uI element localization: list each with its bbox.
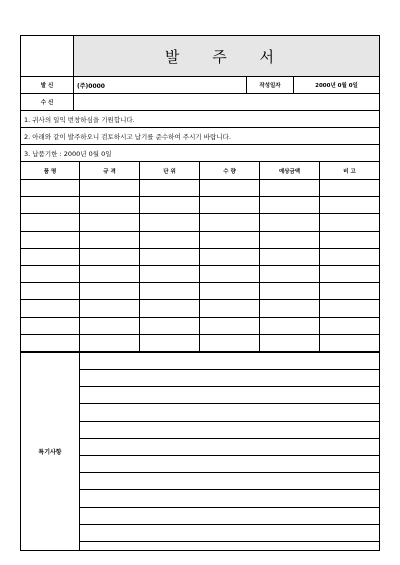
table-row [21,317,380,334]
table-row [21,180,380,197]
special-notes-field[interactable] [80,387,380,404]
header-remarks: 비 고 [320,162,380,180]
table-cell[interactable] [320,334,380,351]
table-cell[interactable] [21,300,80,317]
table-cell[interactable] [200,231,260,248]
table-row [21,214,380,231]
table-cell[interactable] [320,300,380,317]
table-cell[interactable] [200,197,260,214]
table-cell[interactable] [200,317,260,334]
special-notes-line [21,352,380,369]
table-cell[interactable] [260,317,320,334]
table-cell[interactable] [80,214,140,231]
table-cell[interactable] [200,248,260,265]
special-notes-field[interactable] [80,541,380,550]
table-cell[interactable] [80,317,140,334]
table-cell[interactable] [140,283,200,300]
items-table [20,162,380,352]
table-cell[interactable] [21,265,80,282]
special-notes-field[interactable] [80,507,380,524]
table-cell[interactable] [80,248,140,265]
table-cell[interactable] [80,300,140,317]
table-cell[interactable] [260,300,320,317]
table-cell[interactable] [320,248,380,265]
date-label: 작성일자 [247,77,294,94]
special-notes-field[interactable] [80,404,380,421]
header-estimated-amount: 예상금액 [260,162,320,180]
notice-line-1: 1. 귀사의 일익 번창하심을 기원합니다. [21,111,380,128]
table-cell[interactable] [21,283,80,300]
header-table [20,35,380,162]
document-title: 발 주 서 [74,36,380,77]
header-quantity: 수 량 [200,162,260,180]
table-cell[interactable] [80,231,140,248]
table-cell[interactable] [320,265,380,282]
table-cell[interactable] [320,283,380,300]
table-cell[interactable] [260,265,320,282]
items-header-row [21,162,380,180]
table-cell[interactable] [260,248,320,265]
table-cell[interactable] [260,283,320,300]
recipient-label: 수 신 [21,94,74,111]
table-cell[interactable] [200,334,260,351]
table-cell[interactable] [200,300,260,317]
table-row [21,231,380,248]
table-cell[interactable] [21,231,80,248]
table-cell[interactable] [21,180,80,197]
table-cell[interactable] [260,214,320,231]
table-cell[interactable] [320,180,380,197]
special-notes-label: 특기사항 [21,352,80,550]
special-notes-field[interactable] [80,370,380,387]
table-row [21,265,380,282]
special-notes-field[interactable] [80,456,380,473]
special-notes-field[interactable] [80,421,380,438]
header-item-name: 품 명 [21,162,80,180]
notice-line-2: 2. 아래와 같이 발주하오니 검토하시고 납기를 준수하여 주시기 바랍니다. [21,128,380,145]
special-notes-table [20,352,380,551]
table-row [21,248,380,265]
date-value[interactable]: 2000년 0월 0일 [294,77,380,94]
special-notes-field[interactable] [80,438,380,455]
table-cell[interactable] [21,334,80,351]
table-cell[interactable] [260,231,320,248]
header-unit: 단 위 [140,162,200,180]
table-cell[interactable] [140,197,200,214]
table-cell[interactable] [260,180,320,197]
special-notes-field[interactable] [80,352,380,369]
table-cell[interactable] [140,334,200,351]
recipient-value[interactable] [74,94,380,111]
table-cell[interactable] [80,334,140,351]
table-cell[interactable] [140,300,200,317]
table-cell[interactable] [320,214,380,231]
table-cell[interactable] [320,231,380,248]
table-cell[interactable] [140,231,200,248]
table-cell[interactable] [200,283,260,300]
table-row [21,300,380,317]
special-notes-field[interactable] [80,473,380,490]
logo-area [21,36,74,77]
table-cell[interactable] [200,214,260,231]
purchase-order-form [20,35,379,551]
table-cell[interactable] [140,248,200,265]
special-notes-field[interactable] [80,524,380,541]
sender-label: 발 신 [21,77,74,94]
table-row [21,283,380,300]
table-cell[interactable] [80,283,140,300]
table-cell[interactable] [21,214,80,231]
delivery-deadline[interactable]: 3. 납품기한 : 2000년 0월 0일 [21,145,380,162]
special-notes-field[interactable] [80,490,380,507]
table-cell[interactable] [80,197,140,214]
table-row [21,197,380,214]
table-cell[interactable] [80,265,140,282]
table-cell[interactable] [140,214,200,231]
table-cell[interactable] [140,180,200,197]
table-cell[interactable] [21,197,80,214]
table-cell[interactable] [200,180,260,197]
table-cell[interactable] [80,180,140,197]
table-cell[interactable] [200,265,260,282]
table-cell[interactable] [140,265,200,282]
table-cell[interactable] [320,197,380,214]
table-cell[interactable] [320,317,380,334]
table-cell[interactable] [260,334,320,351]
table-cell[interactable] [21,248,80,265]
table-row [21,334,380,351]
table-cell[interactable] [140,317,200,334]
sender-value[interactable]: (주)0000 [74,77,247,94]
table-cell[interactable] [260,197,320,214]
table-cell[interactable] [21,317,80,334]
header-spec: 규 격 [80,162,140,180]
